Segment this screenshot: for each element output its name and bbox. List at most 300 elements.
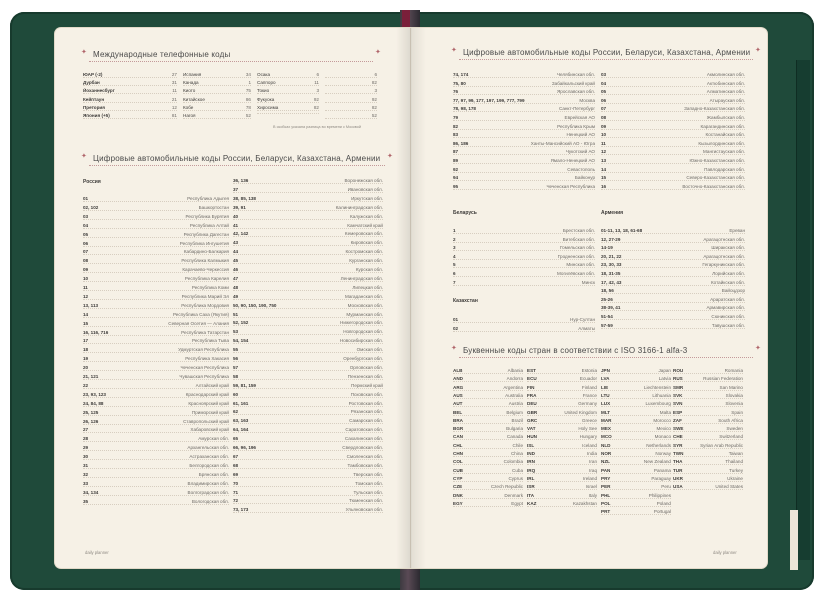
- list-row: [601, 297, 745, 303]
- region-name: Australia: [505, 392, 523, 398]
- code: 23, 93, 123: [83, 391, 106, 397]
- region-name: Брестская обл.: [562, 228, 595, 233]
- list-row: [83, 267, 229, 273]
- region-name: Минская обл.: [566, 262, 595, 268]
- code: 12, 27-29: [601, 236, 621, 242]
- list-row: [233, 196, 383, 202]
- region-name: Latvia: [658, 376, 671, 382]
- list-row: [601, 89, 745, 95]
- region-name: Краснодарский край: [185, 391, 229, 397]
- code: 01: [453, 317, 459, 322]
- code: 61, 161: [233, 400, 249, 406]
- list-row: [83, 276, 229, 282]
- code: 95: [453, 183, 459, 189]
- region-name: Арагацотнская обл.: [703, 253, 745, 259]
- list-row: [83, 463, 229, 469]
- code: 18, 56: [601, 288, 614, 294]
- title-ornament: ✦: [81, 49, 87, 56]
- region-name: Сюникская обл.: [711, 314, 745, 319]
- region-name: Санкт-Петербург: [558, 106, 595, 112]
- list-row: [453, 98, 595, 104]
- region-name: Лорийская обл.: [712, 271, 745, 276]
- code: COL: [453, 459, 463, 465]
- region-name: Еврейская АО: [564, 115, 595, 120]
- region-name: 82: [371, 104, 377, 110]
- region-name: Ecuador: [579, 376, 597, 382]
- page-gutter: [396, 28, 426, 568]
- list-row: [453, 184, 595, 190]
- code: MLT: [601, 409, 611, 415]
- list-row: [83, 196, 229, 202]
- list-row: [233, 294, 383, 300]
- list-row: [83, 481, 229, 487]
- region-name: Чукотский АО: [565, 149, 595, 155]
- phone-note: В скобках указана разница во времени с Москвой: [273, 125, 362, 129]
- region-name: Республика Хакасия: [185, 356, 229, 362]
- list-row: [601, 262, 745, 268]
- region-name: Sweden: [726, 426, 743, 432]
- list-row: [83, 88, 177, 94]
- region-name: India: [587, 451, 597, 456]
- section-title: Цифровые автомобильные коды России, Беларуси, Казахстана, Армении: [463, 48, 751, 57]
- region-name: Республика Марий Эл: [181, 293, 229, 299]
- code: 72: [233, 498, 239, 504]
- region-name: Kazakhstan: [572, 500, 597, 506]
- region-name: Finland: [581, 384, 597, 390]
- code: PER: [601, 484, 611, 490]
- list-row: [453, 451, 523, 457]
- region-name: Colombia: [503, 459, 523, 465]
- code: 56: [233, 356, 239, 361]
- list-row: [601, 81, 745, 87]
- region-name: Республика Татарстан: [181, 329, 229, 335]
- list-row: [325, 97, 377, 103]
- list-row: [601, 323, 745, 329]
- code: 38-39, 41: [601, 305, 621, 311]
- list-row: [453, 484, 523, 490]
- region-name: 86: [245, 96, 251, 102]
- region-name: Белгородская обл.: [189, 463, 229, 468]
- region-name: Южно-Казахстанская обл.: [689, 158, 745, 163]
- list-row: [673, 484, 743, 490]
- list-row: [325, 105, 377, 111]
- list-row: [673, 468, 743, 474]
- region-name: Орловская обл.: [349, 364, 383, 370]
- code: 33: [83, 480, 89, 486]
- list-row: [601, 393, 671, 399]
- list-row: [601, 106, 745, 112]
- code: 65: [233, 436, 239, 442]
- region-name: 34: [245, 72, 251, 77]
- code: 55: [233, 347, 239, 353]
- list-row: [527, 493, 597, 499]
- code: 51-54: [601, 314, 613, 319]
- code: MAR: [601, 417, 612, 423]
- list-row: [601, 484, 671, 490]
- code: 70: [233, 480, 239, 486]
- list-row: [233, 356, 383, 362]
- region-name: Гомельская обл.: [559, 245, 595, 251]
- code: MCO: [601, 434, 612, 440]
- code: ECU: [527, 376, 537, 382]
- code: 36, 136: [233, 178, 249, 183]
- region-name: Israel: [585, 484, 597, 490]
- code: Хиросима: [257, 104, 279, 110]
- region-name: Республика Адыгея: [187, 196, 229, 201]
- list-row: [453, 89, 595, 95]
- region-name: Philippines: [648, 492, 671, 498]
- code: ARG: [453, 384, 464, 390]
- region-name: Восточно-Казахстанская обл.: [682, 183, 745, 189]
- list-row: [601, 443, 671, 449]
- list-row: [527, 476, 597, 482]
- page-footer: daily planner: [85, 550, 109, 555]
- list-row: [83, 338, 229, 344]
- list-row: [673, 476, 743, 482]
- list-row: [257, 80, 319, 86]
- region-name: Минск: [581, 279, 595, 285]
- region-name: Liechtenstein: [643, 384, 671, 390]
- code: ISL: [527, 442, 535, 448]
- region-name: Кабардино-Балкария: [183, 249, 229, 255]
- region-name: Netherlands: [646, 442, 671, 448]
- list-row: [233, 276, 383, 282]
- code: NOR: [601, 451, 612, 456]
- code: 78, 98, 178: [453, 106, 476, 112]
- region-name: Egypt: [511, 500, 523, 506]
- list-row: [601, 72, 745, 78]
- list-row: [83, 223, 229, 229]
- title-ornament: ✦: [387, 153, 393, 160]
- list-row: [233, 418, 383, 424]
- code: 47: [233, 275, 239, 281]
- region-name: Brazil: [511, 417, 523, 423]
- list-row: [83, 490, 229, 496]
- list-row: [601, 280, 745, 286]
- region-name: Argentina: [503, 384, 523, 390]
- list-row: [83, 365, 229, 371]
- code: LVA: [601, 376, 610, 382]
- list-row: [325, 72, 377, 78]
- code: TUR: [673, 467, 683, 473]
- region-name: Iceland: [582, 442, 597, 448]
- list-row: [83, 330, 229, 336]
- page-footer: daily planner: [713, 550, 737, 555]
- list-row: [453, 468, 523, 474]
- region-name: Iran: [589, 459, 597, 465]
- code: VAT: [527, 426, 536, 432]
- region-name: Чувашская Республика: [179, 374, 229, 379]
- region-name: Сахалинская обл.: [344, 436, 383, 442]
- list-row: [183, 105, 251, 111]
- region-name: Жамбылская обл.: [706, 115, 745, 120]
- region-name: Северо-Казахстанская обл.: [686, 175, 745, 181]
- region-name: Калужская обл.: [350, 213, 383, 219]
- code: 15: [83, 320, 89, 326]
- code: 60: [233, 391, 239, 397]
- list-row: [83, 105, 177, 111]
- region-name: Чеченская Республика: [180, 365, 229, 371]
- code: 67: [233, 453, 239, 459]
- list-row: [183, 97, 251, 103]
- code: 15: [601, 175, 607, 181]
- region-name: Алматинская обл.: [706, 89, 745, 95]
- code: BRA: [453, 417, 463, 423]
- code: 29: [83, 445, 89, 451]
- code: ALB: [453, 368, 463, 373]
- list-row: [233, 481, 383, 487]
- list-row: [601, 459, 671, 465]
- code: 51: [233, 311, 239, 317]
- code: 92: [453, 166, 459, 172]
- list-row: [601, 401, 671, 407]
- list-row: [453, 132, 595, 138]
- list-row: [601, 305, 745, 311]
- region-name: Canada: [506, 434, 523, 440]
- code: 2: [453, 236, 456, 242]
- region-name: Portugal: [653, 509, 671, 515]
- code: 38, 85, 138: [233, 195, 256, 201]
- region-name: Ростовская обл.: [348, 400, 383, 406]
- list-row: [601, 228, 745, 234]
- code: CUB: [453, 467, 463, 473]
- list-row: [233, 223, 383, 229]
- title-ornament: ✦: [451, 47, 457, 54]
- list-row: [601, 509, 671, 515]
- list-row: [453, 245, 595, 251]
- code: CHL: [453, 442, 463, 448]
- code: 18, 31-35: [601, 271, 621, 276]
- list-row: [233, 507, 383, 513]
- code: LUX: [601, 401, 611, 407]
- code: 57: [233, 364, 239, 370]
- list-row: [601, 271, 745, 277]
- code: 10: [83, 276, 89, 282]
- region-name: Саратовская обл.: [345, 427, 383, 433]
- list-row: [233, 187, 383, 193]
- list-row: [233, 312, 383, 318]
- region-name: 78: [245, 104, 251, 110]
- code: DEU: [527, 401, 537, 407]
- region-name: Оренбургская обл.: [343, 356, 383, 361]
- region-name: 6: [374, 72, 377, 77]
- code: 44: [233, 249, 239, 255]
- region-name: Тюменская обл.: [349, 498, 383, 504]
- code: ROU: [673, 368, 684, 373]
- list-row: [453, 385, 523, 391]
- region-name: Магаданская обл.: [345, 293, 383, 299]
- region-name: Morocco: [653, 417, 671, 423]
- region-name: Волгоградская обл.: [187, 489, 229, 495]
- region-name: Chile: [512, 442, 523, 448]
- title-rule: [459, 357, 753, 358]
- region-name: Витебская обл.: [562, 236, 595, 242]
- region-name: 92: [371, 96, 377, 102]
- region-name: Республика Тыва: [191, 338, 229, 344]
- region-name: Ненецкий АО: [566, 132, 595, 138]
- list-row: [601, 368, 671, 374]
- code: THA: [673, 459, 683, 465]
- region-name: United Kingdom: [564, 409, 597, 415]
- code: 83: [453, 132, 459, 138]
- region-name: Ставропольский край: [183, 418, 229, 424]
- section-title: Буквенные коды стран в соответствии с ISO 3166-1 alfa-3: [463, 346, 688, 355]
- region-name: Гегаркуникская обл.: [702, 262, 745, 268]
- region-name: Czech Republic: [490, 484, 523, 490]
- region-name: 6: [316, 72, 319, 77]
- list-row: [83, 97, 177, 103]
- country-label: Армения: [601, 210, 624, 216]
- code: 04: [83, 222, 89, 228]
- code: PHL: [601, 492, 611, 498]
- list-row: [673, 376, 743, 382]
- region-name: Romania: [724, 368, 743, 373]
- code: 43: [233, 240, 239, 246]
- list-row: [601, 385, 671, 391]
- list-row: [601, 434, 671, 440]
- region-name: Кировская обл.: [350, 240, 383, 246]
- code: 16: [601, 183, 607, 189]
- code: 76: [453, 89, 459, 95]
- code: 08: [601, 115, 607, 120]
- list-row: [601, 426, 671, 432]
- code: 58: [233, 373, 239, 379]
- code: 28: [83, 436, 89, 442]
- region-name: Псковская обл.: [350, 391, 383, 397]
- list-row: [233, 436, 383, 442]
- code: 42, 142: [233, 231, 249, 237]
- list-row: [453, 393, 523, 399]
- region-name: Paraguay: [651, 475, 671, 481]
- region-name: Slovakia: [725, 392, 743, 398]
- code: 20: [83, 365, 89, 371]
- region-name: Республика Ингушетия: [179, 240, 229, 246]
- list-row: [453, 262, 595, 268]
- code: 25-26: [601, 296, 613, 302]
- list-row: [453, 501, 523, 507]
- region-name: Bulgaria: [506, 426, 523, 432]
- region-name: Monaco: [654, 434, 671, 440]
- list-row: [257, 105, 319, 111]
- code: 71: [233, 489, 239, 495]
- region-name: 21: [171, 96, 177, 102]
- region-name: Austria: [508, 401, 523, 407]
- region-name: Красноярский край: [188, 400, 229, 406]
- code: BEL: [453, 409, 463, 415]
- region-name: Estonia: [581, 368, 597, 373]
- code: CAN: [453, 434, 463, 440]
- code: 18: [83, 347, 89, 353]
- code: 17: [83, 338, 89, 344]
- list-row: [183, 88, 251, 94]
- list-row: [183, 72, 251, 78]
- region-name: 82: [313, 104, 319, 110]
- list-row: [527, 385, 597, 391]
- code: 34, 134: [83, 489, 99, 495]
- code: AUS: [453, 392, 463, 398]
- region-name: Москва: [579, 97, 595, 103]
- region-name: Республика Коми: [191, 285, 229, 290]
- code: Япония (+5): [83, 113, 110, 118]
- code: GBR: [527, 409, 538, 415]
- list-row: [601, 410, 671, 416]
- code: Йоханнесбург: [83, 88, 115, 94]
- code: CHN: [453, 451, 463, 456]
- list-row: [601, 376, 671, 382]
- title-ornament: ✦: [81, 153, 87, 160]
- list-row: [83, 294, 229, 300]
- region-name: Костромская обл.: [345, 249, 383, 255]
- list-row: [527, 501, 597, 507]
- list-row: [83, 258, 229, 264]
- region-name: Брянская обл.: [198, 471, 229, 477]
- region-name: Тверская обл.: [353, 471, 383, 477]
- code: ISR: [527, 484, 535, 490]
- code: 5: [453, 262, 456, 268]
- region-name: 1: [248, 80, 251, 86]
- code: MEX: [601, 426, 611, 432]
- list-row: [453, 368, 523, 374]
- code: 1: [453, 228, 456, 233]
- region-name: Байконур: [574, 175, 595, 181]
- region-name: Lithuania: [652, 392, 671, 398]
- region-name: Russian Federation: [703, 376, 743, 382]
- list-row: [183, 80, 251, 86]
- code: Канада: [183, 80, 199, 86]
- region-name: Акмолинская обл.: [706, 72, 745, 77]
- region-name: Нур-Султан: [570, 317, 595, 322]
- list-row: [527, 451, 597, 457]
- code: 3: [453, 245, 456, 251]
- code: Китайское: [183, 96, 205, 102]
- list-row: [673, 451, 743, 457]
- region-name: Switzerland: [719, 434, 743, 440]
- region-name: Алтайский край: [195, 382, 229, 388]
- list-row: [257, 113, 319, 114]
- list-row: [83, 454, 229, 460]
- region-name: Алматы: [578, 325, 595, 331]
- list-row: [673, 418, 743, 424]
- region-name: Ukraine: [727, 475, 743, 481]
- list-row: [183, 113, 251, 119]
- list-row: [453, 317, 595, 323]
- region-name: San Marino: [719, 384, 743, 390]
- region-name: Ханты-Мансийский АО - Югра: [530, 140, 595, 146]
- region-name: 31: [171, 80, 177, 86]
- code: Саппоро: [257, 80, 276, 86]
- code: ESP: [673, 409, 683, 415]
- list-row: [233, 427, 383, 433]
- list-row: [233, 472, 383, 478]
- code: Токио: [257, 88, 270, 94]
- code: LIE: [601, 384, 609, 390]
- list-row: [453, 228, 595, 234]
- list-row: [233, 205, 383, 211]
- region-name: Рязанская обл.: [350, 409, 383, 415]
- region-name: 3: [316, 88, 319, 94]
- region-name: Turkey: [729, 467, 743, 473]
- code: 12: [601, 149, 607, 155]
- region-name: Panama: [653, 467, 671, 473]
- region-name: Удмуртская Республика: [178, 347, 229, 353]
- list-row: [83, 80, 177, 86]
- list-row: [453, 459, 523, 465]
- code: 74, 174: [453, 72, 469, 77]
- list-row: [233, 454, 383, 460]
- code: 07: [83, 249, 89, 255]
- code: UKR: [673, 475, 683, 481]
- region-name: Тульская обл.: [353, 489, 383, 495]
